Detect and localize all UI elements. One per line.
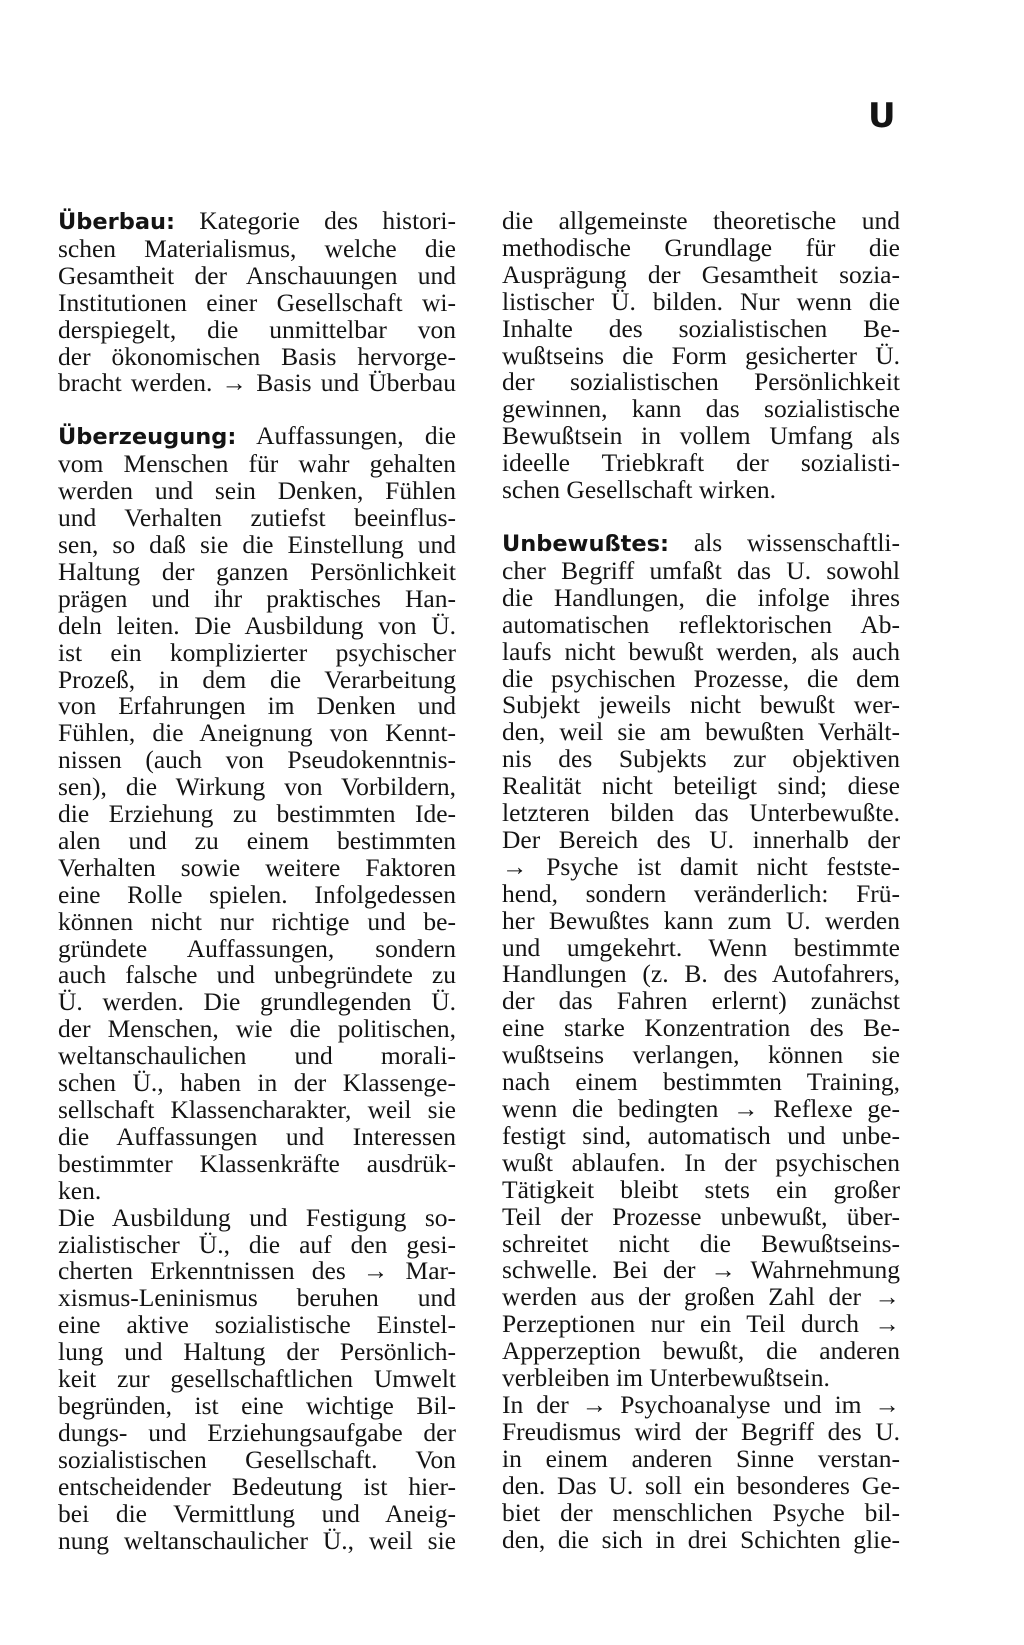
text-line: eine Rolle spielen. Infolgedessen xyxy=(58,879,456,909)
text-line: Kategorie des histori- xyxy=(175,206,456,235)
text-line: weltanschaulichen und morali- xyxy=(58,1041,456,1071)
headword: Überbau: xyxy=(58,209,176,235)
text-line: der sozialistischen Persönlichkeit xyxy=(502,367,900,397)
text-line: den, die sich in drei Schichten glie- xyxy=(502,1524,900,1554)
text-line: der Menschen, wie die politischen, xyxy=(58,1014,456,1044)
headword: Überzeugung: xyxy=(58,424,237,451)
text-line: festigt sind, automatisch und unbe- xyxy=(502,1120,900,1150)
text-line: wußtseins verlangen, können sie xyxy=(502,1040,900,1070)
text-line: wußt ablaufen. In der psychischen xyxy=(502,1147,900,1177)
text-line: nissen (auch von Pseudokenntnis- xyxy=(58,745,456,775)
text-line: cher Begriff umfaßt das U. sowohl xyxy=(502,555,900,585)
text-line: werden und sein Denken, Fühlen xyxy=(58,476,456,506)
text-line: schwelle. Bei der → Wahrnehmung xyxy=(502,1255,900,1285)
text-line: Inhalte des sozialistischen Be- xyxy=(502,313,900,343)
text-line: schen Materialismus, welche die xyxy=(58,233,456,263)
text-line: methodische Grundlage für die xyxy=(502,232,900,262)
text-line: gründete Auffassungen, sondern xyxy=(58,933,456,963)
text-line: von Erfahrungen im Denken und xyxy=(58,691,456,721)
text-line: in einem anderen Sinne verstan- xyxy=(502,1443,900,1473)
text-line: können nicht nur richtige und be- xyxy=(58,906,456,936)
text-line: derspiegelt, die unmittelbar von xyxy=(58,314,456,344)
text-line: die Erziehung zu bestimmten Ide- xyxy=(58,799,456,829)
text-line: zialistischer Ü., die auf den gesi- xyxy=(58,1229,456,1259)
text-line: gewinnen, kann das sozialistische xyxy=(502,394,900,424)
text-line: Perzeptionen nur ein Teil durch → xyxy=(502,1309,900,1339)
text-line: nis des Subjekts zur objektiven xyxy=(502,744,900,774)
text-line: eine aktive sozialistische Einstel- xyxy=(58,1310,456,1340)
cross-reference-line: bracht werden. → Basis und Überbau xyxy=(58,368,456,398)
text-line: Prozeß, in dem die Verarbeitung xyxy=(58,664,456,694)
text-line: alen und zu einem bestimmten xyxy=(58,825,456,855)
text-line: die Auffassungen und Interessen xyxy=(58,1121,456,1151)
text-line: Tätigkeit bleibt stets ein großer xyxy=(502,1174,900,1204)
text-line: cherten Erkenntnissen des → Mar- xyxy=(58,1256,456,1286)
text-line: die psychischen Prozesse, die dem xyxy=(502,663,900,693)
text-line: und Verhalten zutiefst beeinflus- xyxy=(58,503,456,533)
text-line: entscheidender Bedeutung ist hier- xyxy=(58,1471,456,1501)
text-line: biet der menschlichen Psyche bil- xyxy=(502,1497,900,1527)
text-line: wußtseins die Form gesicherter Ü. xyxy=(502,340,900,370)
entry-ueberzeugung xyxy=(58,423,456,1554)
text-line: deln leiten. Die Ausbildung von Ü. xyxy=(58,610,456,640)
text-line: Teil der Prozesse unbewußt, über- xyxy=(502,1201,900,1231)
text-line: bestimmter Klassenkräfte ausdrük- xyxy=(58,1148,456,1178)
text-line: als wissenschaftli- xyxy=(669,527,900,557)
headword: Unbewußtes: xyxy=(502,530,670,557)
text-line: Die Ausbildung und Festigung so- xyxy=(58,1202,456,1232)
text-line: Apperzeption bewußt, die anderen xyxy=(502,1336,900,1366)
text-line: sen), die Wirkung von Vorbildern, xyxy=(58,772,456,802)
text-line: Freudismus wird der Begriff des U. xyxy=(502,1416,900,1446)
text-line: eine starke Konzentration des Be- xyxy=(502,1013,900,1043)
text-line: wenn die bedingten → Reflexe ge- xyxy=(502,1094,900,1123)
text-line: und umgekehrt. Wenn bestimmte xyxy=(502,932,900,962)
text-line: Auffassungen, die xyxy=(236,421,456,451)
text-line: → Psyche ist damit nicht festste- xyxy=(502,851,900,881)
text-line: Bewußtsein in vollem Umfang als xyxy=(502,421,900,451)
text-line: xismus-Leninismus beruhen und xyxy=(58,1283,456,1313)
text-line: Ausprägung der Gesamtheit sozia- xyxy=(502,259,900,289)
text-line: Der Bereich des U. innerhalb der xyxy=(502,824,900,854)
text-line: Subjekt jeweils nicht bewußt wer- xyxy=(502,690,900,720)
text-line: laufs nicht bewußt werden, als auch xyxy=(502,636,900,666)
text-line: werden aus der großen Zahl der → xyxy=(502,1282,900,1312)
text-line: In der → Psychoanalyse und im → xyxy=(502,1389,900,1419)
text-line: Verhalten sowie weitere Faktoren xyxy=(58,852,456,882)
text-line: nach einem bestimmten Training, xyxy=(502,1067,900,1097)
text-line: Institutionen einer Gesellschaft wi- xyxy=(58,287,456,317)
text-line: auch falsche und unbegründete zu xyxy=(58,960,456,990)
text-line: der ökonomischen Basis hervorge- xyxy=(58,341,456,371)
text-line: Realität nicht beteiligt sind; diese xyxy=(502,771,900,801)
text-line: der das Fahren erlernt) zunächst xyxy=(502,986,900,1016)
text-line: schreitet nicht die Bewußtseins- xyxy=(502,1228,900,1258)
text-line: prägen und ihr praktisches Han- xyxy=(58,583,456,613)
text-line: schen Gesellschaft wirken. xyxy=(502,475,777,505)
text-line: bei die Vermittlung und Aneig- xyxy=(58,1498,456,1528)
text-line: Ü. werden. Die grundlegenden Ü. xyxy=(58,987,456,1017)
text-line: ideelle Triebkraft der sozialisti- xyxy=(502,448,900,478)
text-line: Haltung der ganzen Persönlichkeit xyxy=(58,556,456,586)
text-line: Handlungen (z. B. des Autofahrers, xyxy=(502,959,900,989)
text-line: ist ein komplizierter psychischer xyxy=(58,637,456,667)
text-line: den. Das U. soll ein besonderes Ge- xyxy=(502,1470,900,1500)
text-line: sozialistischen Gesellschaft. Von xyxy=(58,1444,456,1474)
text-line: vom Menschen für wahr gehalten xyxy=(58,449,456,479)
text-line: schen Ü., haben in der Klassenge- xyxy=(58,1068,456,1098)
text-line: sen, so daß sie die Einstellung und xyxy=(58,529,456,559)
text-line: lung und Haltung der Persönlich- xyxy=(58,1337,456,1367)
text-line: automatischen reflektorischen Ab- xyxy=(502,609,900,639)
entry-unbewusstes xyxy=(502,527,900,1554)
entry-ueberbau xyxy=(58,208,456,397)
text-line: ken. xyxy=(58,1175,102,1205)
left-column xyxy=(58,208,456,1580)
text-line: her Bewußtes kann zum U. werden xyxy=(502,905,900,935)
text-line: sellschaft Klassencharakter, weil sie xyxy=(58,1095,456,1124)
text-line: keit zur gesellschaftlichen Umwelt xyxy=(58,1364,456,1394)
text-line: die Handlungen, die infolge ihres xyxy=(502,582,900,612)
section-letter: U xyxy=(868,96,896,136)
text-line: dungs- und Erziehungsaufgabe der xyxy=(58,1417,456,1447)
text-line: den, weil sie am bewußten Verhält- xyxy=(502,717,900,747)
text-line: begründen, ist eine wichtige Bil- xyxy=(58,1390,456,1420)
text-line: nung weltanschaulicher Ü., weil sie xyxy=(58,1525,456,1555)
text-line: letzteren bilden das Unterbewußte. xyxy=(502,798,900,828)
text-line: listischer Ü. bilden. Nur wenn die xyxy=(502,286,900,316)
text-line: Fühlen, die Aneignung von Kennt- xyxy=(58,718,456,748)
continuation-paragraph xyxy=(502,208,900,504)
text-line: Gesamtheit der Anschauungen und xyxy=(58,260,456,290)
right-column xyxy=(502,208,900,1579)
text-line: hend, sondern veränderlich: Frü- xyxy=(502,878,900,908)
text-line: verbleiben im Unterbewußtsein. xyxy=(502,1363,830,1393)
text-line: die allgemeinste theoretische und xyxy=(502,206,900,235)
